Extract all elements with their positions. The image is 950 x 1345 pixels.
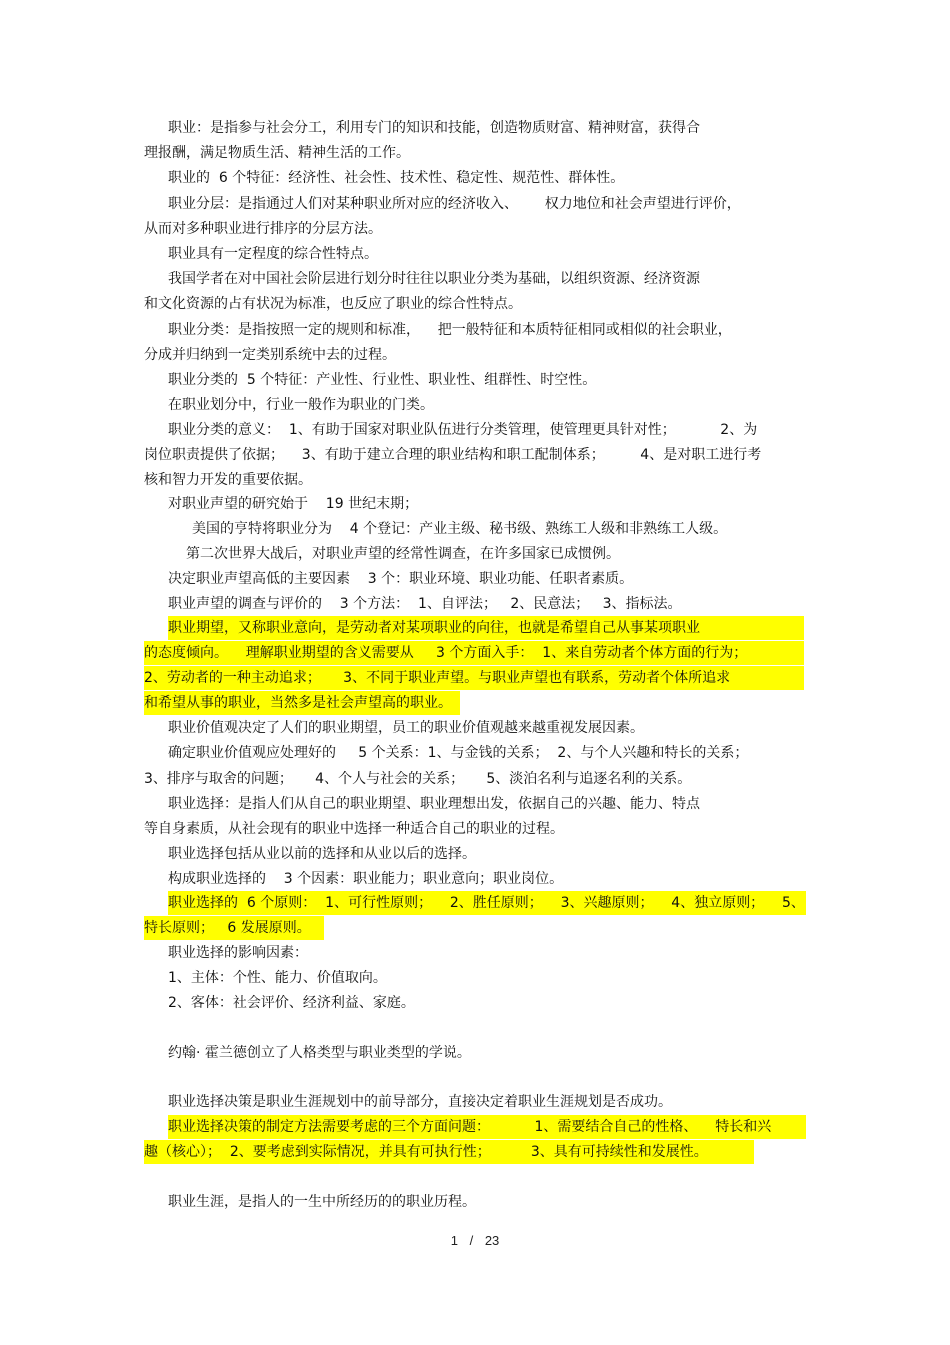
text-line: 等自身素质，从社会现有的职业中选择一种适合自己的职业的过程。 xyxy=(144,821,564,837)
text-line: 职业的 6 个特征：经济性、社会性、技术性、稳定性、规范性、群体性。 xyxy=(168,170,625,186)
text-line: 职业声望的调查与评价的 3 个方法： 1、自评法； 2、民意法； 3、指标法。 xyxy=(168,596,682,612)
text-line: 岗位职责提供了依据； 3、有助于建立合理的职业结构和职工配制体系； 4、是对职工进行考 xyxy=(144,447,762,463)
text-line: 职业价值观决定了人们的职业期望，员工的职业价值观越来越重视发展因素。 xyxy=(168,720,644,736)
highlighted-text-line: 职业选择的 6 个原则： 1、可行性原则； 2、胜任原则； 3、兴趣原则； 4、独立原则； 5、 xyxy=(168,891,806,915)
text-line: 职业：是指参与社会分工，利用专门的知识和技能，创造物质财富、精神财富，获得合 xyxy=(168,120,700,136)
highlighted-text-line: 的态度倾向。 理解职业期望的含义需要从 3 个方面入手： 1、来自劳动者个体方面的行为； xyxy=(144,641,804,665)
highlighted-text-line: 职业期望，又称职业意向，是劳动者对某项职业的向往，也就是希望自己从事某项职业 xyxy=(168,616,804,640)
text-line: 职业分层：是指通过人们对某种职业所对应的经济收入、 权力地位和社会声望进行评价， xyxy=(168,196,741,212)
text-line: 职业分类的 5 个特征：产业性、行业性、职业性、组群性、时空性。 xyxy=(168,372,597,388)
text-line: 职业选择决策是职业生涯规划中的前导部分，直接决定着职业生涯规划是否成功。 xyxy=(168,1094,672,1110)
text-line: 美国的亨特将职业分为 4 个登记：产业主级、秘书级、熟练工人级和非熟练工人级。 xyxy=(192,521,728,537)
text-line: 在职业划分中，行业一般作为职业的门类。 xyxy=(168,397,434,413)
text-line: 职业分类的意义： 1、有助于国家对职业队伍进行分类管理，使管理更具针对性； 2、为 xyxy=(168,422,758,438)
text-line: 我国学者在对中国社会阶层进行划分时往往以职业分类为基础，以组织资源、经济资源 xyxy=(168,271,700,287)
text-line: 职业选择的影响因素： xyxy=(168,945,308,961)
text-line: 核和智力开发的重要依据。 xyxy=(144,472,312,488)
text-line: 1、主体：个性、能力、价值取向。 xyxy=(168,970,387,986)
page-current: 1 xyxy=(450,1233,458,1248)
highlighted-text-line: 趣（核心）； 2、要考虑到实际情况，并具有可执行性； 3、具有可持续性和发展性。 xyxy=(144,1140,754,1164)
text-line: 职业具有一定程度的综合性特点。 xyxy=(168,246,378,262)
text-line: 第二次世界大战后，对职业声望的经常性调查，在许多国家已成惯例。 xyxy=(186,546,620,562)
text-line: 对职业声望的研究始于 19 世纪末期； xyxy=(168,496,419,512)
text-line: 从而对多种职业进行排序的分层方法。 xyxy=(144,221,382,237)
highlighted-text-line: 特长原则； 6 发展原则。 xyxy=(144,916,324,940)
page-total: 23 xyxy=(484,1233,500,1248)
text-line: 约翰· 霍兰德创立了人格类型与职业类型的学说。 xyxy=(168,1045,471,1061)
highlighted-text-line: 职业选择决策的制定方法需要考虑的三个方面问题： 1、需要结合自己的性格、 特长和兴 xyxy=(168,1115,806,1139)
page-separator: / xyxy=(469,1233,474,1248)
text-line: 决定职业声望高低的主要因素 3 个：职业环境、职业功能、任职者素质。 xyxy=(168,571,634,587)
text-line: 分成并归纳到一定类别系统中去的过程。 xyxy=(144,347,396,363)
text-line: 职业选择：是指人们从自己的职业期望、职业理想出发，依据自己的兴趣、能力、特点 xyxy=(168,796,700,812)
text-line: 确定职业价值观应处理好的 5 个关系：1、与金钱的关系； 2、与个人兴趣和特长的关系； xyxy=(168,745,749,761)
text-line: 2、客体：社会评价、经济利益、家庭。 xyxy=(168,995,415,1011)
text-line: 和文化资源的占有状况为标准，也反应了职业的综合性特点。 xyxy=(144,296,522,312)
text-line: 职业生涯，是指人的一生中所经历的的职业历程。 xyxy=(168,1194,476,1210)
highlighted-text-line: 2、劳动者的一种主动追求； 3、不同于职业声望。与职业声望也有联系，劳动者个体所追求 xyxy=(144,666,804,690)
text-line: 理报酬，满足物质生活、精神生活的工作。 xyxy=(144,145,410,161)
text-line: 构成职业选择的 3 个因素：职业能力；职业意向；职业岗位。 xyxy=(168,871,564,887)
highlighted-text-line: 和希望从事的职业，当然多是社会声望高的职业。 xyxy=(144,691,460,715)
text-line: 3、排序与取舍的问题； 4、个人与社会的关系； 5、淡泊名利与追逐名利的关系。 xyxy=(144,771,692,787)
text-line: 职业分类：是指按照一定的规则和标准， 把一般特征和本质特征相同或相似的社会职业， xyxy=(168,322,732,338)
text-line: 职业选择包括从业以前的选择和从业以后的选择。 xyxy=(168,846,476,862)
page-footer xyxy=(0,1233,950,1248)
